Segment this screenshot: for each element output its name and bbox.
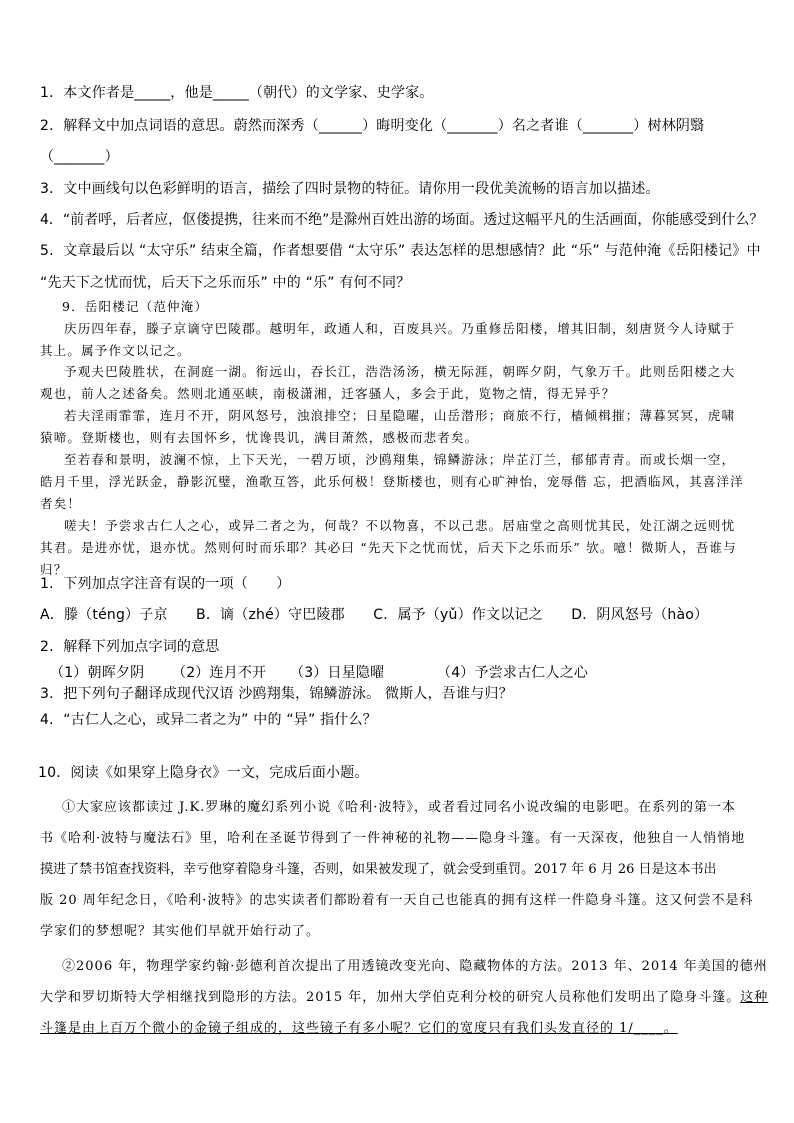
question-explain-item: （4）予尝求古仁人之心 (437, 665, 589, 681)
passage-line: 予观夫巴陵胜状，在洞庭一湖。衔远山，吞长江，浩浩汤汤，横无际涯，朝晖夕阴，气象万千。此则岳阳楼之大 (64, 364, 736, 379)
passage-line: 嗟夫！予尝求古仁人之心，或异二者之为，何哉？不以物喜，不以己悲。居庙堂之高则忧其民，处江湖之远则忧 (64, 518, 736, 533)
article-line: 书《哈利·波特与魔法石》里，哈利在圣诞节得到了一件神秘的礼物——隐身斗篷。有一天深夜，他独自一人悄悄地 (40, 831, 746, 846)
passage-line: 皓月千里，浮光跃金，静影沉璧，渔歌互答，此乐何极！登斯楼也，则有心旷神怡，宠辱偕 忘，把酒临风，其喜洋洋 (40, 474, 744, 489)
passage-line: 观也，前人之述备矣。然则北通巫峡，南极潇湘，迁客骚人，多会于此，览物之情，得无异乎？ (40, 386, 616, 401)
passage-line: 其君。是进亦忧，退亦忧。然则何时而乐耶？其必曰 “先天下之忧而忧，后天下之乐而乐” 欤。噫！微斯人，吾谁与 (40, 540, 737, 555)
article-line: 学家们的梦想呢？其实他们早就开始行动了。 (40, 924, 321, 939)
question-taishou-le: 5．文章最后以 “太守乐” 结束全篇，作者想要借 “太守乐” 表达怎样的思想感情？此 “乐” 与范仲淹《岳阳楼记》中 (40, 243, 761, 259)
passage-line: 猿啼。登斯楼也，则有去国怀乡，忧谗畏讥，满目萧然，感极而悲者矣。 (40, 430, 479, 445)
question-describe-scenery: 3．文中画线句以色彩鲜明的语言，描绘了四时景物的特征。请你用一段优美流畅的语言加以描述。 (40, 181, 660, 197)
passage-line: 者矣！ (40, 496, 82, 511)
question-translate: 3．把下列句子翻译成现代汉语 沙鸥翔集，锦鳞游泳。 微斯人，吾谁与归？ (40, 686, 513, 702)
passage-line: 庆历四年春，滕子京谪守巴陵郡。越明年，政通人和，百废具兴。乃重修岳阳楼，增其旧制，刻唐贤今人诗赋于 (64, 321, 736, 336)
question-explain-item: （1）朝晖夕阴 (50, 665, 145, 681)
passage-line: 归？ (40, 562, 68, 577)
question-explain-item: （3）日星隐曜 (290, 665, 385, 681)
passage-heading: 9．岳阳楼记（范仲淹） (62, 299, 209, 314)
article-line: 摸进了禁书馆查找资料，幸亏他穿着隐身斗篷，否则，如果被发现了，就会受到重罚。2017 年 6 月 26 日是这本书出 (40, 862, 717, 877)
article-line (40, 986, 768, 1005)
question-pinyin: 1．下列加点字注音有误的一项（ ） (40, 576, 291, 592)
question-explain-chars: 2．解释下列加点字词的意思 (40, 639, 220, 655)
section-heading: 10．阅读《如果穿上隐身衣》一文，完成后面小题。 (38, 765, 369, 781)
passage-line: 若夫淫雨霏霏，连月不开，阴风怒号，浊浪排空；日星隐曜，山岳潜形；商旅不行，樯倾楫摧；薄暮冥冥，虎啸 (64, 408, 736, 423)
article-line: 版 20 周年纪念日，《哈利·波特》的忠实读者们都盼着有一天自己也能真的拥有这样一件隐身斗篷。这又何尝不是科 (40, 893, 754, 908)
question-taishou-le-cont: “先天下之忧而忧，后天下之乐而乐” 中的 “乐” 有何不同？ (40, 275, 411, 291)
underlined-sentence: 斗篷是由上百万个微小的金镜子组成的，这些镜子有多小呢？它们的宽度只有我们头发直径的 1/____。 (40, 1021, 678, 1036)
question-explain-item: （2）连月不开 (172, 665, 267, 681)
underlined-sentence: 这种 (740, 990, 769, 1005)
passage-line: 其上。属予作文以记之。 (40, 343, 191, 358)
article-line: ②2006 年，物理学家约翰·彭德利首次提出了用透镜改变光向、隐藏物体的方法。2013 年、2014 年美国的德州 (62, 959, 768, 974)
passage-line: 至若春和景明，波澜不惊，上下天光，一碧万顷，沙鸥翔集，锦鳞游泳；岸芷汀兰，郁郁青青。而或长烟一空， (64, 452, 736, 467)
question-pinyin-options: A．滕（téng）子京 B．谪（zhé）守巴陵郡 C．属予（yǔ）作文以记之 D．阴风怒号（hào） (40, 607, 709, 623)
question-explain-words: 2．解释文中加点词语的意思。蔚然而深秀（______）晦明变化（_______）名之者谁（_______）树林阴翳 (40, 118, 705, 134)
article-line: ①大家应该都读过 J.K.罗琳的魔幻系列小说《哈利·波特》，或者看过同名小说改编的电影吧。在系列的第一本 (62, 800, 736, 815)
question-people-outing: 4．“前者呼，后者应，伛偻提携，往来而不绝”是滁州百姓出游的场面。透过这幅平凡的生活画面，你能感受到什么？ (40, 212, 764, 228)
question-explain-words-cont: （_______） (40, 149, 119, 165)
article-text: 大学和罗切斯特大学相继找到隐形的方法。2015 年，加州大学伯克利分校的研究人员称他们发明出了隐身斗篷。 (40, 990, 741, 1005)
question-yi-meaning: 4．“古仁人之心，或异二者之为” 中的 “异” 指什么？ (40, 712, 377, 728)
question-author: 1．本文作者是_____，他是_____（朝代）的文学家、史学家。 (40, 85, 434, 101)
